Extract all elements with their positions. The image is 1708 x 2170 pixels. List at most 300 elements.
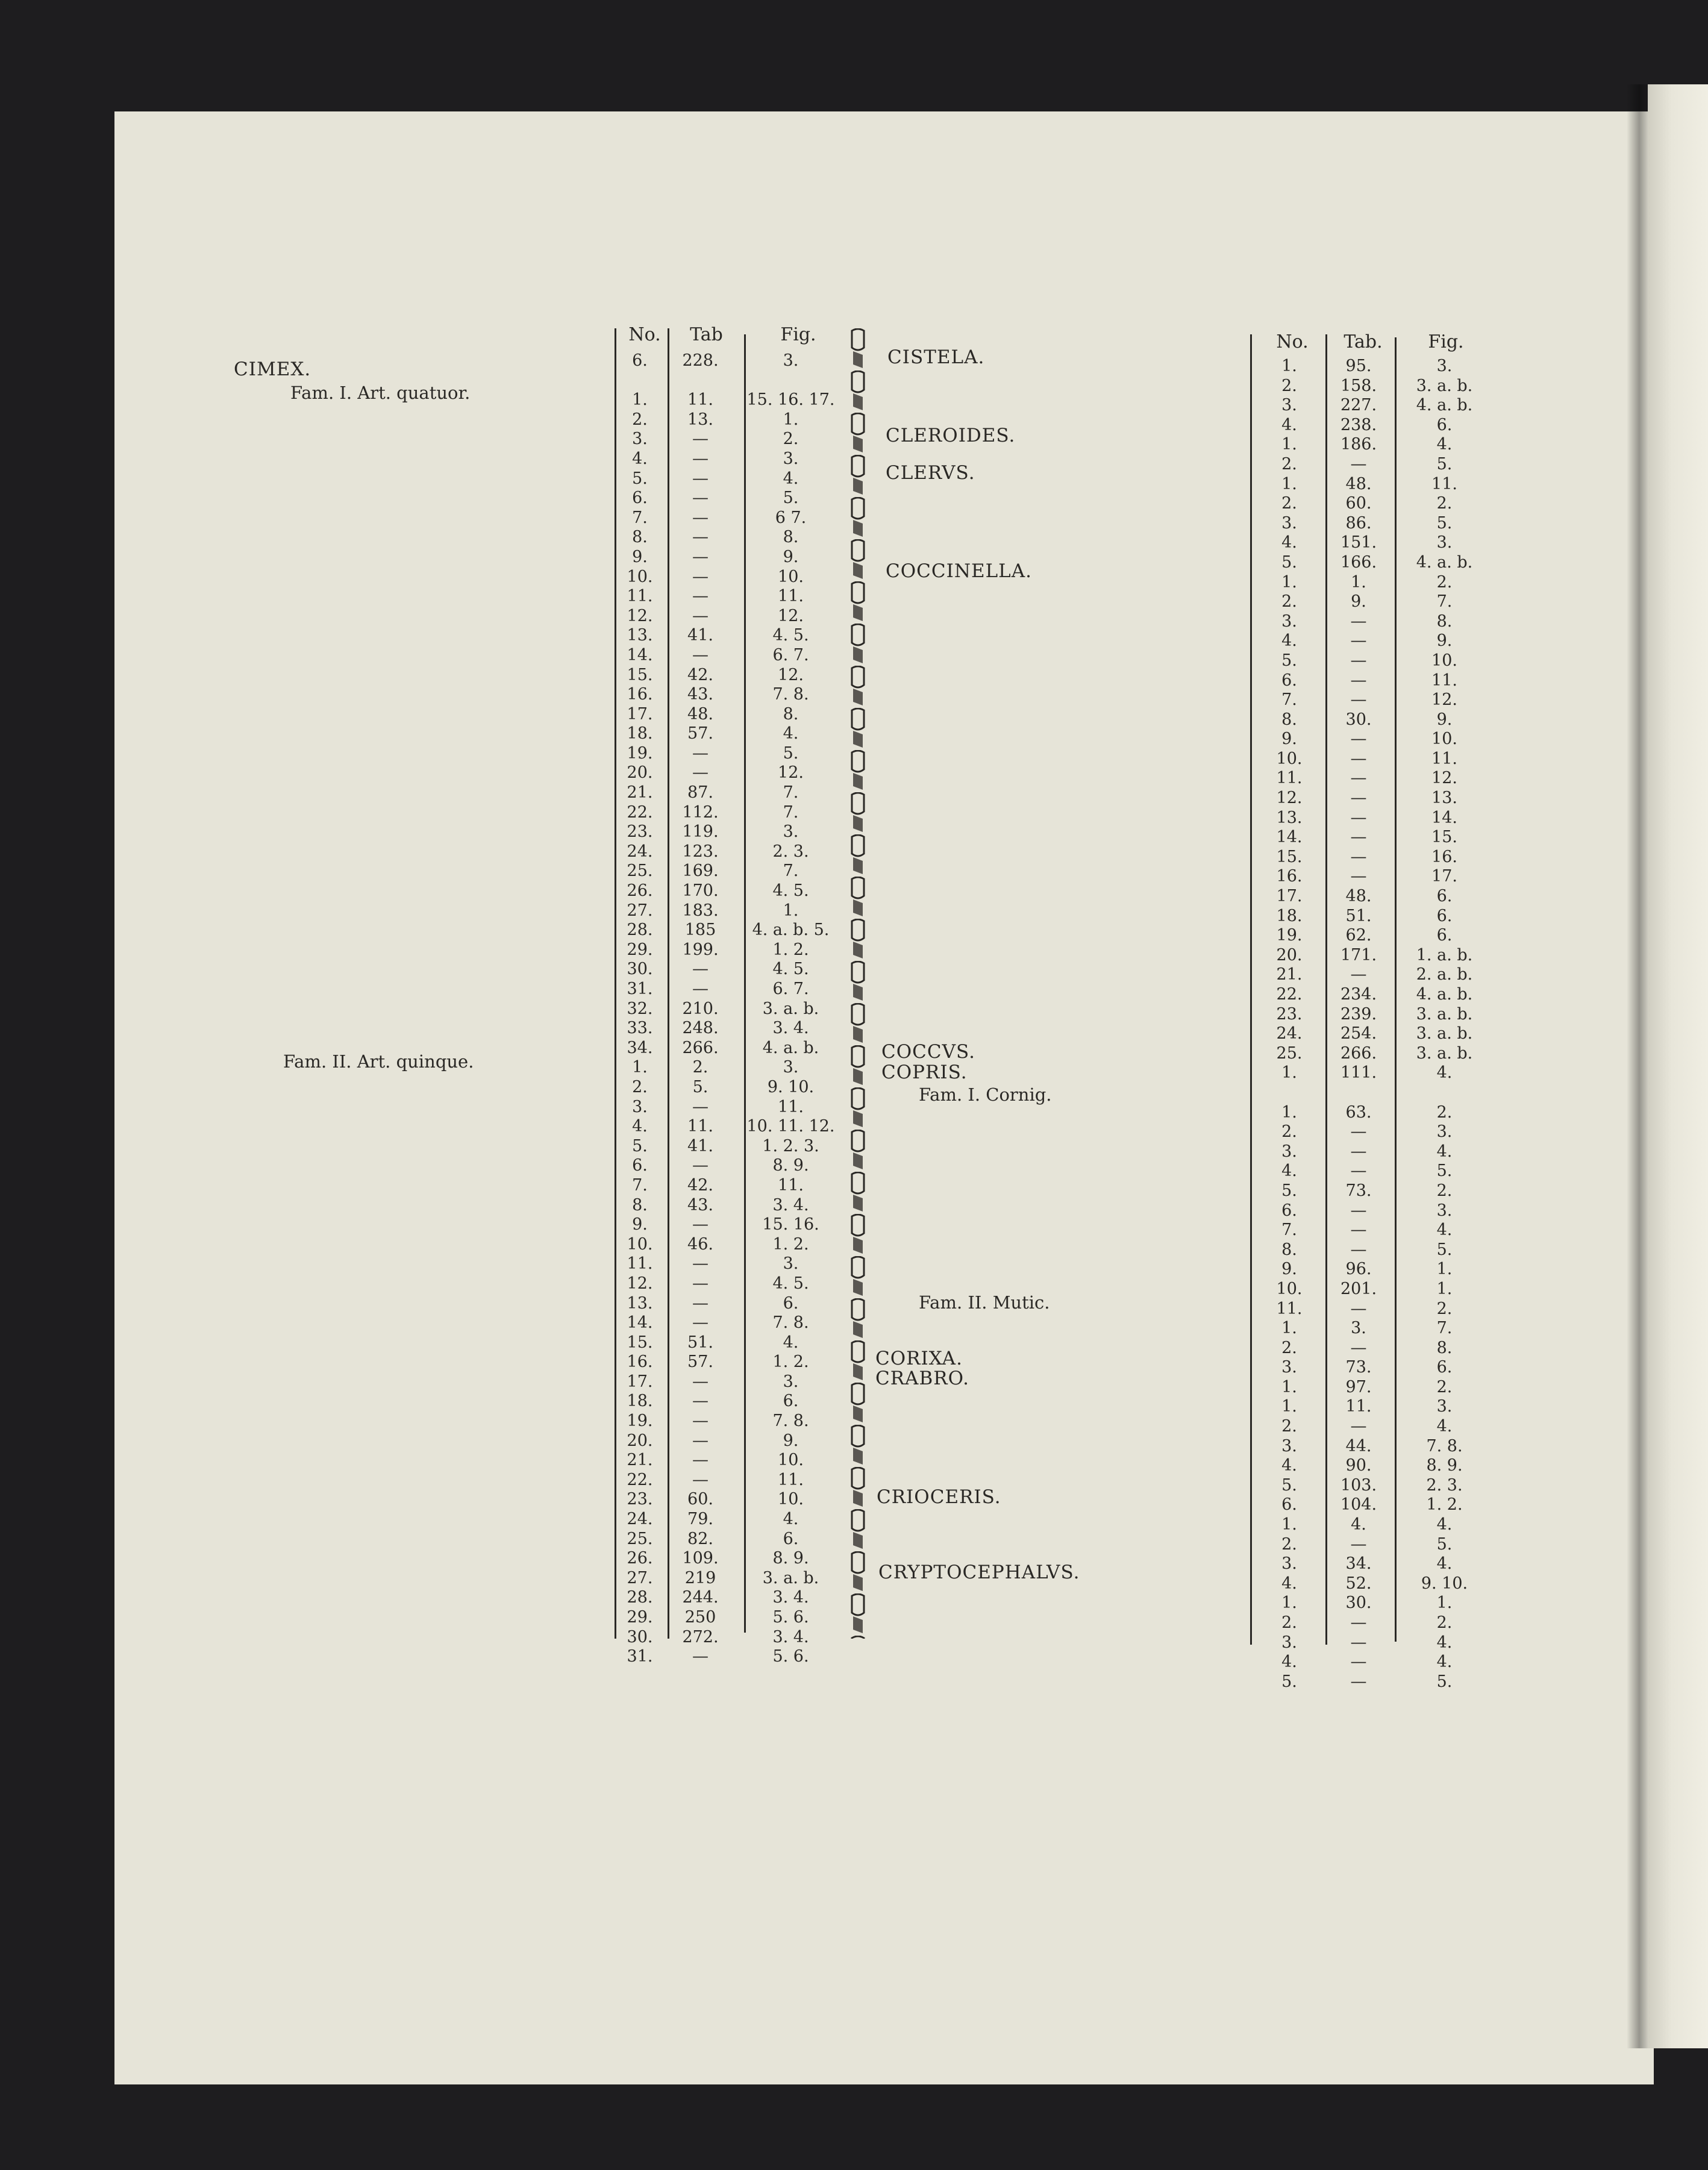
right-fig-cell: 4. <box>1436 1221 1453 1240</box>
right-no-cell: 24. <box>1276 1024 1303 1043</box>
genus-copris-label: COPRIS. <box>881 1062 968 1083</box>
right-fig-cell: 7. <box>1436 1319 1453 1338</box>
right-no-cell: 8. <box>1281 1240 1297 1259</box>
right-tab-cell: 238. <box>1340 415 1377 434</box>
left-rule-2 <box>668 328 669 1639</box>
left-fig-cell: 3. a. b. <box>762 999 819 1018</box>
left-fig-cell: 4. a. b. <box>762 1038 819 1057</box>
right-fig-cell: 5. <box>1436 513 1453 533</box>
right-tab-cell: — <box>1350 730 1367 749</box>
left-no-cell: 5. <box>632 1136 648 1155</box>
left-tab-cell: 48. <box>687 704 713 724</box>
left-fig-cell: 15. 16. 17. <box>746 390 835 410</box>
right-tab-cell: — <box>1350 631 1367 651</box>
right-fig-cell: 3. <box>1436 357 1453 375</box>
left-tab-cell: 60. <box>687 1490 713 1509</box>
left-tab-cell: 170. <box>682 881 719 901</box>
left-fig-cell: 3. 4. <box>772 1195 809 1215</box>
right-tab-cell: 254. <box>1340 1024 1377 1043</box>
left-fig-cell: 7. <box>783 861 799 881</box>
left-fig-cell: 1. <box>783 410 799 429</box>
right-tab-cell: — <box>1350 1240 1367 1259</box>
right-fig-cell: 2. 3. <box>1426 1475 1463 1495</box>
left-no-cell: 23. <box>627 822 653 842</box>
right-fig-cell: 6. <box>1436 906 1453 925</box>
left-fig-cell: 11. <box>778 1097 804 1116</box>
left-tab-cell: 41. <box>687 626 713 645</box>
right-fig-cell <box>1398 1083 1491 1103</box>
right-fig-cell: 3. <box>1436 533 1453 552</box>
left-no-cell: 10. <box>627 1234 653 1254</box>
right-fig-cell: 11. <box>1431 749 1457 768</box>
right-no-cell: 2. <box>1281 592 1297 611</box>
right-no-cell: 17. <box>1276 887 1303 906</box>
right-no-cell: 3. <box>1281 1436 1297 1456</box>
left-tab-cell: — <box>692 1392 709 1411</box>
left-fig-cell: 6. 7. <box>772 645 809 664</box>
left-tab-cell: — <box>692 1313 709 1333</box>
right-no-cell: 15. <box>1276 847 1303 866</box>
left-fig-cell: 3. <box>783 822 799 842</box>
left-fig-cell: 7. <box>783 802 799 822</box>
left-tab-cell: 119. <box>682 822 719 842</box>
left-no-cell: 31. <box>627 1647 653 1666</box>
left-tab-cell: 183. <box>682 901 719 920</box>
right-fig-cell: 12. <box>1431 690 1457 710</box>
left-fig-cell <box>738 371 843 391</box>
genus-crioceris-label: CRIOCERIS. <box>877 1486 1001 1508</box>
right-no-cell: 1. <box>1281 1515 1297 1534</box>
left-no-cell: 17. <box>627 1372 653 1391</box>
right-tab-cell: 48. <box>1345 474 1372 493</box>
right-no-cell: 16. <box>1276 867 1303 886</box>
left-fig-cell: 9. <box>783 1431 799 1450</box>
right-no-cell: 2. <box>1281 1613 1297 1632</box>
left-tab-cell: — <box>692 1215 709 1234</box>
left-tab-cell: — <box>692 1274 709 1293</box>
right-tab-cell: 97. <box>1345 1377 1372 1396</box>
left-column-fig <box>738 351 843 1667</box>
right-fig-cell: 17. <box>1431 867 1457 886</box>
left-tab-cell: — <box>692 645 709 664</box>
left-fig-cell: 4. 5. <box>772 1274 809 1293</box>
left-tab-cell <box>669 371 732 391</box>
right-fig-cell: 4. a. b. <box>1416 396 1473 415</box>
right-fig-cell: 7. <box>1436 592 1453 611</box>
right-no-cell: 12. <box>1276 789 1303 808</box>
left-fig-cell: 3. a. b. <box>762 1568 819 1587</box>
right-fig-cell: 13. <box>1431 789 1457 808</box>
left-fig-cell: 3. 4. <box>772 1627 809 1646</box>
left-fig-cell: 6. <box>783 1392 799 1411</box>
genus-cryptocephalus-label: CRYPTOCEPHALVS. <box>878 1562 1080 1583</box>
right-no-cell: 19. <box>1276 926 1303 945</box>
left-fig-cell: 12. <box>778 665 804 684</box>
right-no-cell: 4. <box>1281 1456 1297 1475</box>
left-fig-cell: 11. <box>778 587 804 606</box>
right-fig-cell: 6. <box>1436 887 1453 906</box>
left-fig-cell: 15. 16. <box>762 1215 819 1234</box>
left-no-cell: 1. <box>632 1058 648 1077</box>
left-no-cell: 6. <box>632 351 648 370</box>
facing-page-edge <box>1648 84 1708 2048</box>
left-no-cell: 2. <box>632 410 648 429</box>
left-tab-cell: — <box>692 469 709 488</box>
right-column-no <box>1262 357 1316 1692</box>
left-no-cell: 5. <box>632 469 648 488</box>
left-no-cell: 22. <box>627 1470 653 1489</box>
left-tab-cell: 13. <box>687 410 713 429</box>
left-fig-cell: 5. <box>783 489 799 508</box>
right-tab-cell: — <box>1350 1653 1367 1672</box>
left-fig-cell: 1. 2. <box>772 1234 809 1254</box>
right-tab-cell: — <box>1350 1162 1367 1181</box>
right-tab-cell: 201. <box>1340 1279 1377 1298</box>
left-no-cell: 33. <box>627 1019 653 1038</box>
left-no-cell: 22. <box>627 802 653 822</box>
left-header-no: No. <box>628 324 661 345</box>
right-fig-cell: 6. <box>1436 415 1453 434</box>
left-tab-cell: 123. <box>682 842 719 861</box>
right-no-cell: 2. <box>1281 376 1297 395</box>
left-no-cell: 7. <box>632 1175 648 1195</box>
left-fig-cell: 3. <box>783 1058 799 1077</box>
left-no-cell: 3. <box>632 1097 648 1116</box>
left-tab-cell: — <box>692 430 709 449</box>
left-header-fig: Fig. <box>780 324 816 345</box>
right-fig-cell: 15. <box>1431 828 1457 847</box>
left-tab-cell: — <box>692 1293 709 1313</box>
left-no-cell: 27. <box>627 901 653 920</box>
left-no-cell: 2. <box>632 1077 648 1096</box>
left-no-cell: 29. <box>627 1608 653 1627</box>
left-no-cell: 8. <box>632 1195 648 1215</box>
right-tab-cell: 86. <box>1345 513 1372 533</box>
left-no-cell: 34. <box>627 1038 653 1057</box>
right-fig-cell: 1. 2. <box>1426 1495 1463 1515</box>
right-tab-cell: 73. <box>1345 1181 1372 1200</box>
right-tab-cell: 73. <box>1345 1358 1372 1377</box>
right-fig-cell: 4. a. b. <box>1416 552 1473 572</box>
right-tab-cell: 9. <box>1351 592 1366 611</box>
left-fig-cell: 2. <box>783 430 799 449</box>
left-tab-cell: 42. <box>687 1175 713 1195</box>
left-header-tab: Tab <box>690 324 723 345</box>
left-tab-cell: 112. <box>682 802 719 822</box>
right-no-cell: 1. <box>1281 357 1297 375</box>
right-column-fig <box>1398 357 1491 1692</box>
left-fig-cell: 10. 11. 12. <box>746 1117 835 1136</box>
right-fig-cell: 11. <box>1431 671 1457 690</box>
right-tab-cell: — <box>1350 965 1367 984</box>
right-fig-cell: 2. <box>1436 572 1453 592</box>
right-fig-cell: 9. 10. <box>1421 1574 1468 1593</box>
right-tab-cell: 62. <box>1345 926 1372 945</box>
right-fig-cell: 4. <box>1436 1142 1453 1161</box>
genus-cistela-label: CISTELA. <box>887 346 985 368</box>
right-tab-cell: — <box>1350 454 1367 474</box>
left-no-cell: 21. <box>627 783 653 802</box>
left-fig-cell: 1. 2. <box>772 1352 809 1372</box>
left-no-cell: 30. <box>627 960 653 979</box>
genus-cimex-label: CIMEX. <box>234 358 311 380</box>
left-fig-cell: 8. <box>783 528 799 547</box>
right-tab-cell: 239. <box>1340 1004 1377 1024</box>
left-no-cell: 25. <box>627 1529 653 1548</box>
right-no-cell: 9. <box>1281 1260 1297 1279</box>
left-rule-3 <box>744 334 746 1633</box>
right-fig-cell: 6. <box>1436 1358 1453 1377</box>
right-tab-cell: — <box>1350 1122 1367 1142</box>
right-no-cell: 4. <box>1281 415 1297 434</box>
right-no-cell: 8. <box>1281 710 1297 729</box>
right-no-cell: 4. <box>1281 533 1297 552</box>
right-tab-cell: 186. <box>1340 435 1377 454</box>
left-no-cell: 26. <box>627 881 653 901</box>
right-fig-cell: 3. <box>1436 1397 1453 1416</box>
left-fig-cell: 10. <box>778 1451 804 1470</box>
right-tab-cell: — <box>1350 1338 1367 1357</box>
left-no-cell: 4. <box>632 1117 648 1136</box>
right-tab-cell: — <box>1350 671 1367 690</box>
right-no-cell: 3. <box>1281 1358 1297 1377</box>
left-no-cell: 16. <box>627 1352 653 1372</box>
left-no-cell: 9. <box>632 1215 648 1234</box>
left-fig-cell: 11. <box>778 1175 804 1195</box>
left-no-cell: 21. <box>627 1451 653 1470</box>
left-tab-cell: — <box>692 508 709 527</box>
left-fig-cell: 8. 9. <box>772 1549 809 1568</box>
left-fig-cell: 10. <box>778 567 804 586</box>
right-fig-cell: 1. a. b. <box>1416 945 1473 965</box>
left-no-cell: 24. <box>627 1510 653 1529</box>
left-fig-cell: 5. 6. <box>772 1608 809 1627</box>
right-fig-cell: 4. <box>1436 1515 1453 1534</box>
right-tab-cell: — <box>1350 1534 1367 1554</box>
right-no-cell: 14. <box>1276 828 1303 847</box>
right-tab-cell: — <box>1350 847 1367 866</box>
left-no-cell: 14. <box>627 1313 653 1333</box>
genus-coccinella-label: COCCINELLA. <box>886 560 1032 582</box>
left-tab-cell: 11. <box>687 1117 713 1136</box>
left-tab-cell: — <box>692 1372 709 1391</box>
right-no-cell: 5. <box>1281 552 1297 572</box>
left-tab-cell: 109. <box>682 1549 719 1568</box>
right-fig-cell: 1. <box>1436 1260 1453 1279</box>
left-no-cell: 28. <box>627 921 653 940</box>
left-no-cell: 26. <box>627 1549 653 1568</box>
left-no-cell: 4. <box>632 449 648 468</box>
right-fig-cell: 4. <box>1436 1417 1453 1436</box>
right-rule-1 <box>1250 334 1252 1645</box>
right-tab-cell: 44. <box>1345 1436 1372 1456</box>
right-fig-cell: 14. <box>1431 808 1457 827</box>
left-tab-cell: 82. <box>687 1529 713 1548</box>
right-tab-cell: 234. <box>1340 985 1377 1004</box>
right-fig-cell: 4. <box>1436 435 1453 454</box>
right-tab-cell: — <box>1350 1142 1367 1161</box>
right-no-cell: 13. <box>1276 808 1303 827</box>
left-fig-cell: 1. <box>783 901 799 920</box>
right-no-cell: 5. <box>1281 1672 1297 1691</box>
left-fig-cell: 2. 3. <box>772 842 809 861</box>
right-fig-cell: 5. <box>1436 1534 1453 1554</box>
left-no-cell: 25. <box>627 861 653 881</box>
left-tab-cell: — <box>692 606 709 625</box>
left-no-cell: 7. <box>632 508 648 527</box>
right-no-cell: 6. <box>1281 1495 1297 1515</box>
left-fig-cell: 7. 8. <box>772 1412 809 1431</box>
right-tab-cell <box>1325 1083 1392 1103</box>
left-fig-cell: 4. 5. <box>772 960 809 979</box>
left-fig-cell: 5. <box>783 743 799 763</box>
left-fig-cell: 3. <box>783 449 799 468</box>
right-tab-cell: 111. <box>1340 1063 1377 1083</box>
left-no-cell: 8. <box>632 528 648 547</box>
left-tab-cell: 266. <box>682 1038 719 1057</box>
left-tab-cell: — <box>692 763 709 783</box>
right-no-cell: 1. <box>1281 1063 1297 1083</box>
left-tab-cell: 43. <box>687 685 713 704</box>
right-fig-cell: 9. <box>1436 631 1453 651</box>
left-fig-cell: 12. <box>778 763 804 783</box>
right-no-cell: 2. <box>1281 1338 1297 1357</box>
right-tab-cell: 158. <box>1340 376 1377 395</box>
right-fig-cell: 2. <box>1436 1102 1453 1122</box>
right-tab-cell: 52. <box>1345 1574 1372 1593</box>
right-no-cell: 4. <box>1281 1653 1297 1672</box>
left-tab-cell: 199. <box>682 940 719 959</box>
right-fig-cell: 5. <box>1436 1240 1453 1259</box>
left-no-cell: 9. <box>632 547 648 566</box>
left-fig-cell: 8. 9. <box>772 1156 809 1175</box>
right-tab-cell: 11. <box>1345 1397 1372 1416</box>
genus-crabro-label: CRABRO. <box>875 1368 970 1389</box>
right-fig-cell: 16. <box>1431 847 1457 866</box>
right-tab-cell: — <box>1350 690 1367 710</box>
left-no-cell: 27. <box>627 1568 653 1587</box>
right-no-cell: 10. <box>1276 749 1303 768</box>
right-tab-cell: — <box>1350 1299 1367 1318</box>
left-fig-cell: 4. <box>783 1333 799 1352</box>
right-no-cell: 1. <box>1281 1319 1297 1338</box>
left-tab-cell: 5. <box>692 1077 709 1096</box>
right-tab-cell: 171. <box>1340 945 1377 965</box>
right-fig-cell: 4. a. b. <box>1416 985 1473 1004</box>
right-no-cell: 23. <box>1276 1004 1303 1024</box>
right-no-cell: 21. <box>1276 965 1303 984</box>
left-tab-cell: — <box>692 567 709 586</box>
right-tab-cell: — <box>1350 651 1367 670</box>
right-fig-cell: 7. 8. <box>1426 1436 1463 1456</box>
left-fig-cell: 4. <box>783 1510 799 1529</box>
left-no-cell: 19. <box>627 743 653 763</box>
left-tab-cell: 244. <box>682 1588 719 1607</box>
right-tab-cell: — <box>1350 769 1367 788</box>
left-no-cell: 23. <box>627 1490 653 1509</box>
right-no-cell: 11. <box>1276 769 1303 788</box>
right-tab-cell: 90. <box>1345 1456 1372 1475</box>
left-tab-cell: — <box>692 449 709 468</box>
left-fig-cell: 6. <box>783 1293 799 1313</box>
right-no-cell: 10. <box>1276 1279 1303 1298</box>
left-fig-cell: 12. <box>778 606 804 625</box>
left-fig-cell: 4. <box>783 724 799 743</box>
left-tab-cell: 210. <box>682 999 719 1018</box>
left-tab-cell: — <box>692 1431 709 1450</box>
right-fig-cell: 1. <box>1436 1593 1453 1613</box>
right-header-fig: Fig. <box>1428 331 1464 352</box>
right-no-cell: 6. <box>1281 1201 1297 1220</box>
right-no-cell: 1. <box>1281 572 1297 592</box>
right-no-cell: 4. <box>1281 631 1297 651</box>
left-fig-cell: 3. <box>783 351 799 370</box>
cimex-family-1-label: Fam. I. Art. quatuor. <box>290 383 471 403</box>
left-tab-cell: 79. <box>687 1510 713 1529</box>
right-tab-cell: — <box>1350 789 1367 808</box>
right-no-cell: 7. <box>1281 690 1297 710</box>
left-fig-cell: 6 7. <box>775 508 807 527</box>
right-fig-cell: 2. <box>1436 1377 1453 1396</box>
right-column-tab <box>1325 357 1392 1692</box>
left-column-no <box>616 351 664 1667</box>
right-fig-cell: 3. a. b. <box>1416 1043 1473 1063</box>
left-no-cell: 12. <box>627 606 653 625</box>
left-no-cell: 16. <box>627 685 653 704</box>
left-fig-cell: 11. <box>778 1470 804 1489</box>
left-tab-cell: — <box>692 1097 709 1116</box>
left-fig-cell: 7. 8. <box>772 1313 809 1333</box>
right-fig-cell: 3. a. b. <box>1416 1024 1473 1043</box>
right-fig-cell: 4. <box>1436 1063 1453 1083</box>
right-tab-cell: — <box>1350 808 1367 827</box>
left-fig-cell: 1. 2. 3. <box>762 1136 819 1155</box>
left-tab-cell: — <box>692 489 709 508</box>
right-no-cell: 6. <box>1281 671 1297 690</box>
left-tab-cell: — <box>692 547 709 566</box>
right-tab-cell: 30. <box>1345 710 1372 729</box>
right-fig-cell: 11. <box>1431 474 1457 493</box>
right-tab-cell: 95. <box>1345 357 1372 375</box>
left-tab-cell: — <box>692 1470 709 1489</box>
right-fig-cell: 4. <box>1436 1554 1453 1574</box>
right-no-cell: 2. <box>1281 454 1297 474</box>
right-tab-cell: 51. <box>1345 906 1372 925</box>
left-no-cell: 17. <box>627 704 653 724</box>
right-fig-cell: 1. <box>1436 1279 1453 1298</box>
right-tab-cell: 30. <box>1345 1593 1372 1613</box>
right-fig-cell: 9. <box>1436 710 1453 729</box>
right-no-cell: 3. <box>1281 1554 1297 1574</box>
left-no-cell: 32. <box>627 999 653 1018</box>
left-fig-cell: 9. <box>783 547 799 566</box>
right-no-cell: 1. <box>1281 1102 1297 1122</box>
right-no-cell: 3. <box>1281 1142 1297 1161</box>
left-no-cell: 11. <box>627 587 653 606</box>
left-no-cell: 13. <box>627 626 653 645</box>
right-tab-cell: 60. <box>1345 494 1372 513</box>
right-tab-cell: — <box>1350 1201 1367 1220</box>
right-no-cell: 1. <box>1281 1593 1297 1613</box>
right-tab-cell: 104. <box>1340 1495 1377 1515</box>
left-no-cell: 18. <box>627 724 653 743</box>
left-no-cell: 11. <box>627 1254 653 1274</box>
right-tab-cell: 151. <box>1340 533 1377 552</box>
left-no-cell: 13. <box>627 1293 653 1313</box>
right-tab-cell: — <box>1350 828 1367 847</box>
right-no-cell: 3. <box>1281 396 1297 415</box>
right-fig-cell: 3. a. b. <box>1416 376 1473 395</box>
